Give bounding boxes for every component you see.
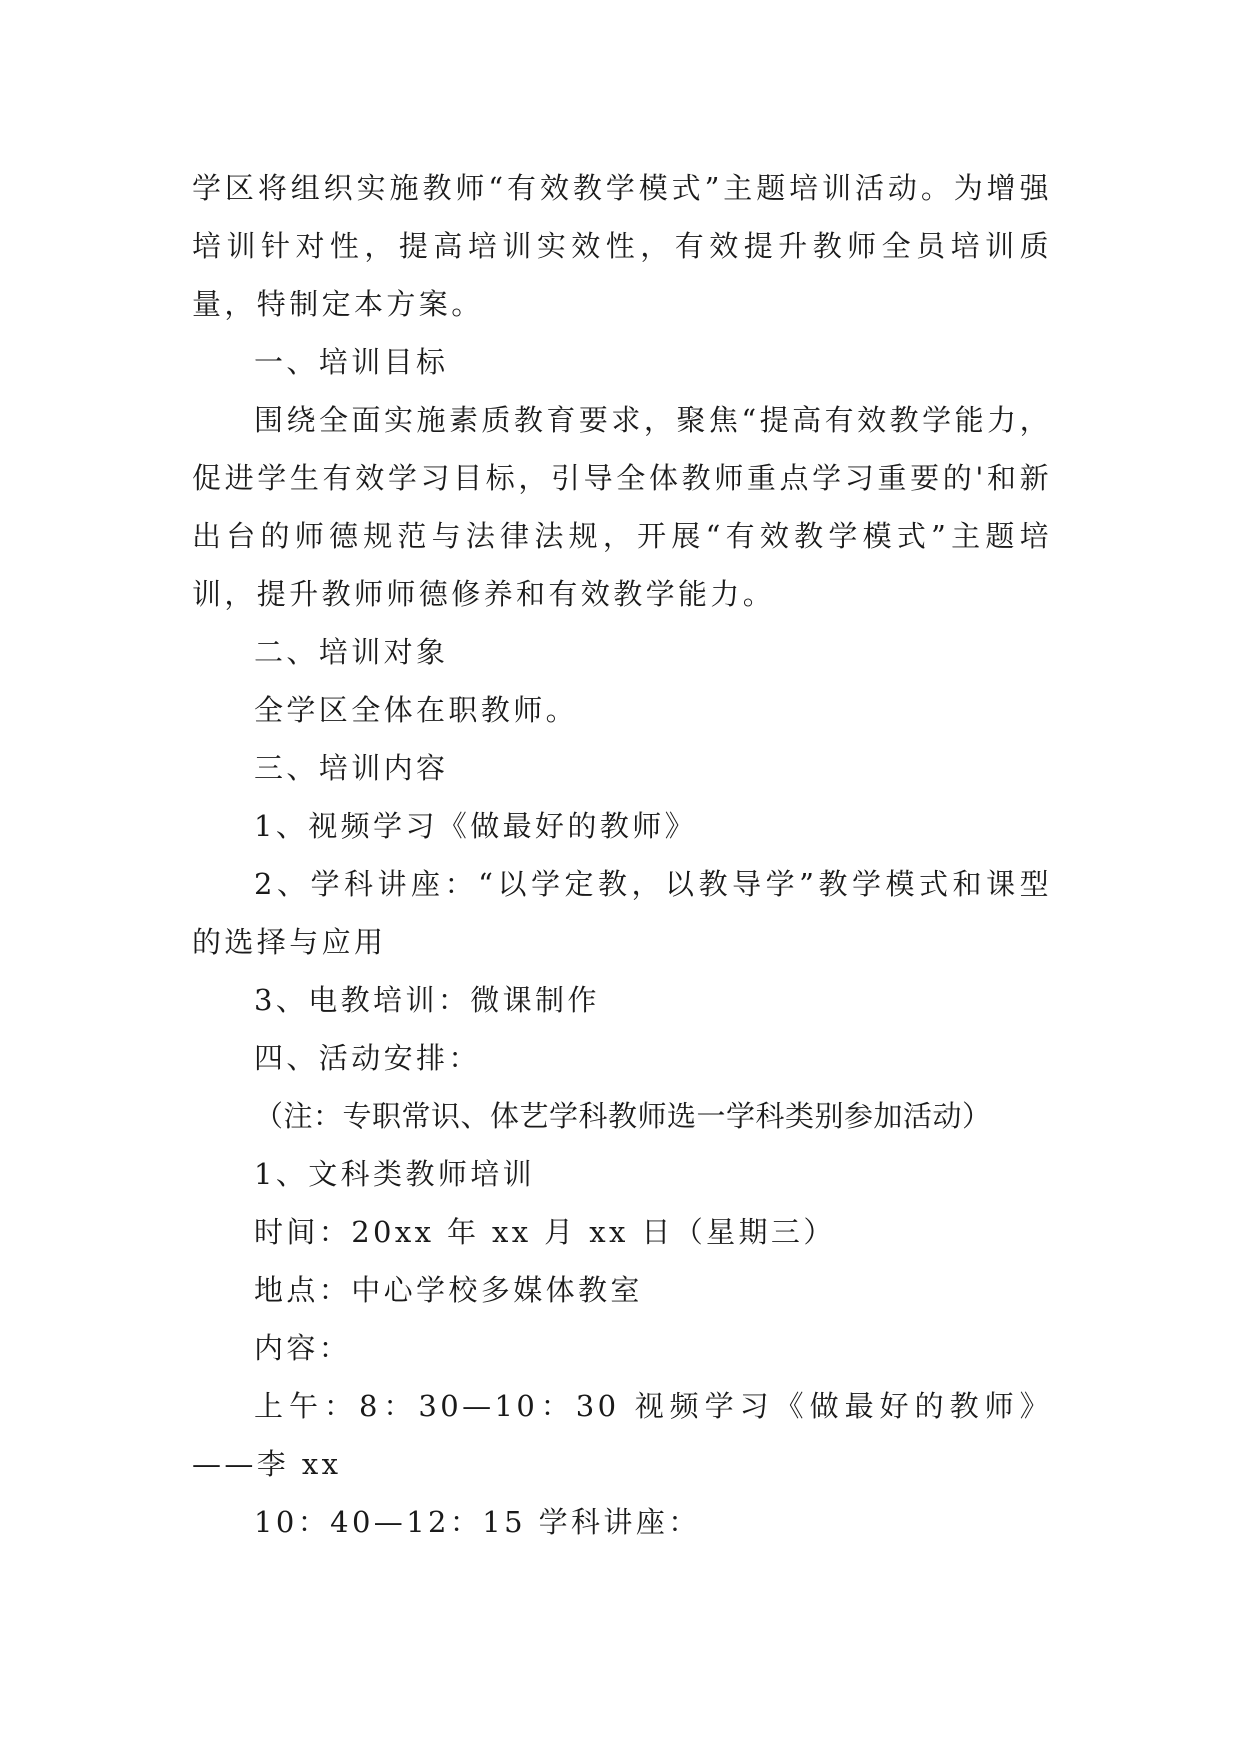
content-item-2: 2、学科讲座：“以学定教，以教导学”教学模式和课型的选择与应用 bbox=[192, 867, 1052, 959]
content-item-3: 3、电教培训：微课制作 bbox=[254, 983, 600, 1017]
section-heading-content: 三、培训内容 bbox=[254, 751, 449, 785]
schedule-time: 时间：20xx 年 xx 月 xx 日（星期三） bbox=[254, 1215, 836, 1249]
schedule-lecture: 10：40—12：15 学科讲座： bbox=[254, 1505, 701, 1539]
schedule-content-label: 内容： bbox=[254, 1331, 352, 1365]
schedule-note: （注：专职常识、体艺学科教师选一学科类别参加活动） bbox=[254, 1099, 992, 1133]
section-heading-schedule: 四、活动安排： bbox=[254, 1041, 481, 1075]
schedule-morning: 上午：8：30—10：30 视频学习《做最好的教师》——李 xx bbox=[192, 1389, 1052, 1481]
content-item-1: 1、视频学习《做最好的教师》 bbox=[254, 809, 698, 843]
schedule-item-1: 1、文科类教师培训 bbox=[254, 1157, 536, 1191]
audience-paragraph: 全学区全体在职教师。 bbox=[254, 693, 579, 727]
goals-paragraph: 围绕全面实施素质教育要求，聚焦“提高有效教学能力，促进学生有效学习目标，引导全体教师重点学习重要的'和新出台的师德规范与法律法规，开展“有效教学模式”主题培训，提升教师师德修养和有效教学能力。 bbox=[192, 403, 1052, 611]
document-page bbox=[192, 159, 1052, 1551]
section-heading-goals: 一、培训目标 bbox=[254, 345, 449, 379]
section-heading-audience: 二、培训对象 bbox=[254, 635, 449, 669]
schedule-location: 地点：中心学校多媒体教室 bbox=[254, 1273, 643, 1307]
intro-paragraph: 学区将组织实施教师“有效教学模式”主题培训活动。为增强培训针对性，提高培训实效性，有效提升教师全员培训质量，特制定本方案。 bbox=[192, 171, 1052, 321]
